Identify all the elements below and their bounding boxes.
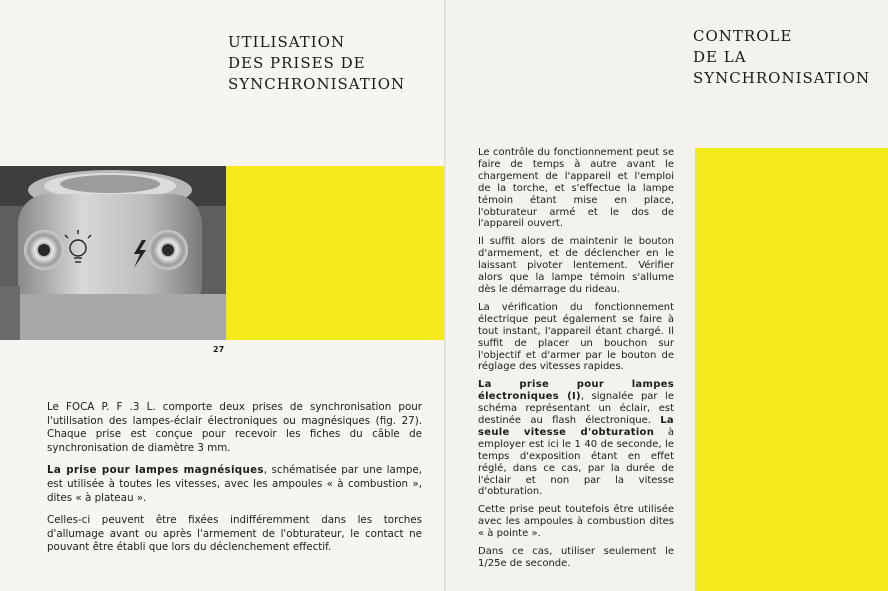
left-paragraph-1: Le FOCA P. F .3 L. comporte deux prises de synchronisation pour l'utilisation des lampes-éclair électroniques ou magnésiques (fig. 27). Chaque prise est conçue pour recevoir les fiches du câble de synchronisation de diamètre 3 mm. xyxy=(47,401,422,454)
left-title-line-3: SYNCHRONISATION xyxy=(228,75,406,93)
left-yellow-block xyxy=(226,166,446,340)
right-paragraph-6: Dans ce cas, utiliser seulement le 1/25e de seconde. xyxy=(478,546,674,569)
figure-number: 27 xyxy=(213,345,225,354)
right-title-line-1: CONTROLE xyxy=(693,27,793,45)
right-yellow-block xyxy=(695,148,888,591)
right-paragraph-4: La prise pour lampes électroniques (I), signalée par le schéma représentant un éclair, est destinée au flash électronique. La seule vitesse d'obturation à employer est ici le 1 40 de seconde, le temps d'exposition étant en effet réglé, dans ce cas, par la durée de l'éclair et non par la vitesse d'obturation. xyxy=(478,379,674,498)
right-page-title xyxy=(693,26,870,89)
camera-illustration xyxy=(0,166,226,340)
left-body-text xyxy=(47,401,422,564)
left-paragraph-2: La prise pour lampes magnésiques, schématisée par une lampe, est utilisée à toutes les vitesses, avec les ampoules « à combustion », dites « à plateau ». xyxy=(47,464,423,504)
right-title-line-3: SYNCHRONISATION xyxy=(693,69,871,87)
right-paragraph-2: Il suffit alors de maintenir le bouton d'armement, et de déclencher en le laissant pivoter lentement. Vérifier alors que la lampe témoin s'allume dès le démarrage du rideau. xyxy=(478,236,674,295)
left-title-line-1: UTILISATION xyxy=(228,33,346,51)
right-paragraph-3: La vérification du fonctionnement électrique peut également se faire à tout instant, l'appareil étant chargé. Il suffit de placer un bouchon sur l'objectif et d'armer par le bouton de réglage des vitesses rapides. xyxy=(478,301,674,373)
right-title-line-2: DE LA xyxy=(693,48,747,66)
left-page-title xyxy=(228,32,405,95)
left-paragraph-3: Celles-ci peuvent être fixées indifféremment dans les torches d'allumage avant ou après l'armement de l'obturateur, le contact ne pouvant être établi que lors du déclenchement effectif. xyxy=(47,514,422,554)
right-paragraph-5: Cette prise peut toutefois être utilisée avec les ampoules à combustion dites « à pointe ». xyxy=(478,504,674,540)
camera-photo xyxy=(0,166,226,340)
right-body-text xyxy=(478,147,674,576)
right-paragraph-1: Le contrôle du fonctionnement peut se faire de temps à autre avant le chargement de l'appareil et l'emploi de la torche, et s'effectue la lampe témoin étant mise en place, l'obturateur armé et le dos de l'appareil ouvert. xyxy=(478,147,674,230)
left-title-line-2: DES PRISES DE xyxy=(228,54,366,72)
right-page xyxy=(446,0,888,591)
